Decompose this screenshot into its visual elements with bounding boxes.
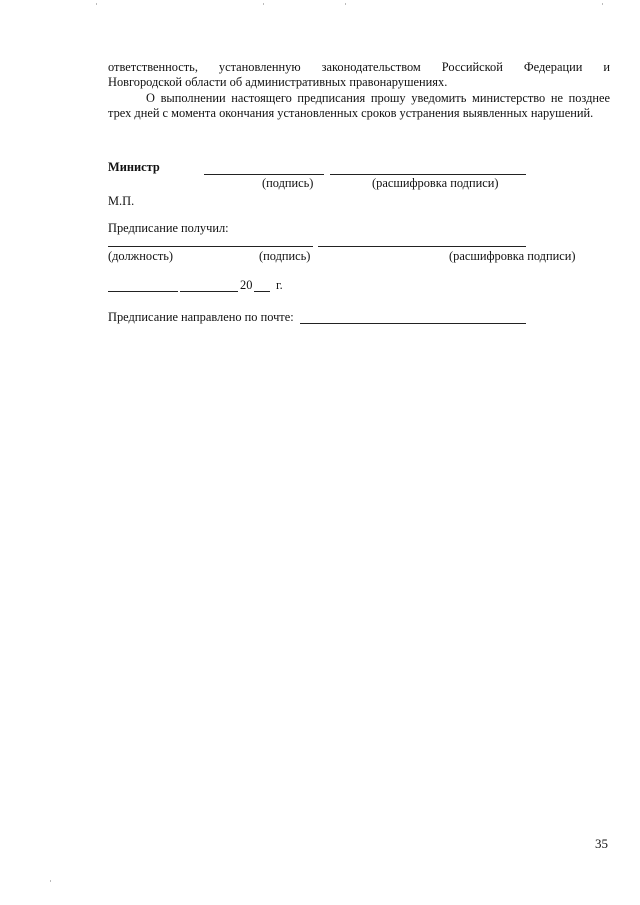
scan-speck bbox=[96, 3, 97, 5]
date-day-line bbox=[108, 291, 178, 292]
scan-speck bbox=[602, 3, 603, 5]
scan-speck bbox=[345, 3, 346, 5]
received-position-line bbox=[108, 246, 313, 247]
received-signature-caption: (подпись) bbox=[259, 249, 311, 263]
date-year-line bbox=[254, 291, 270, 292]
received-position-caption: (должность) bbox=[108, 249, 174, 263]
signature-caption: (подпись) bbox=[262, 176, 314, 190]
date-month-line bbox=[180, 291, 238, 292]
received-label: Предписание получил: bbox=[108, 221, 229, 235]
page-number: 35 bbox=[595, 836, 608, 851]
paragraph-liability bbox=[108, 60, 610, 90]
mailed-line bbox=[300, 323, 526, 324]
minister-signature-line bbox=[204, 174, 324, 175]
received-decode-caption: (расшифровка подписи) bbox=[449, 249, 576, 263]
paragraph-liability-line1: ответственность, установленную законодательством Российской Федерации и bbox=[108, 60, 610, 74]
paragraph-liability-line2: Новгородской области об административных правонарушениях. bbox=[108, 75, 448, 89]
date-year-prefix: 20 bbox=[240, 278, 253, 292]
mailed-label: Предписание направлено по почте: bbox=[108, 310, 294, 324]
minister-decode-line bbox=[330, 174, 526, 175]
scan-speck bbox=[263, 3, 264, 5]
minister-label: Министр bbox=[108, 160, 160, 174]
paragraph-notify: О выполнении настоящего предписания прошу уведомить министерство не позднее трех дней с момента окончания установленных сроков устранения выявленных нарушений. bbox=[108, 91, 610, 120]
signature-decode-caption: (расшифровка подписи) bbox=[372, 176, 499, 190]
received-signature-line bbox=[318, 246, 526, 247]
stamp-place: М.П. bbox=[108, 194, 135, 208]
date-year-suffix: г. bbox=[276, 278, 283, 292]
scan-speck bbox=[50, 880, 51, 882]
